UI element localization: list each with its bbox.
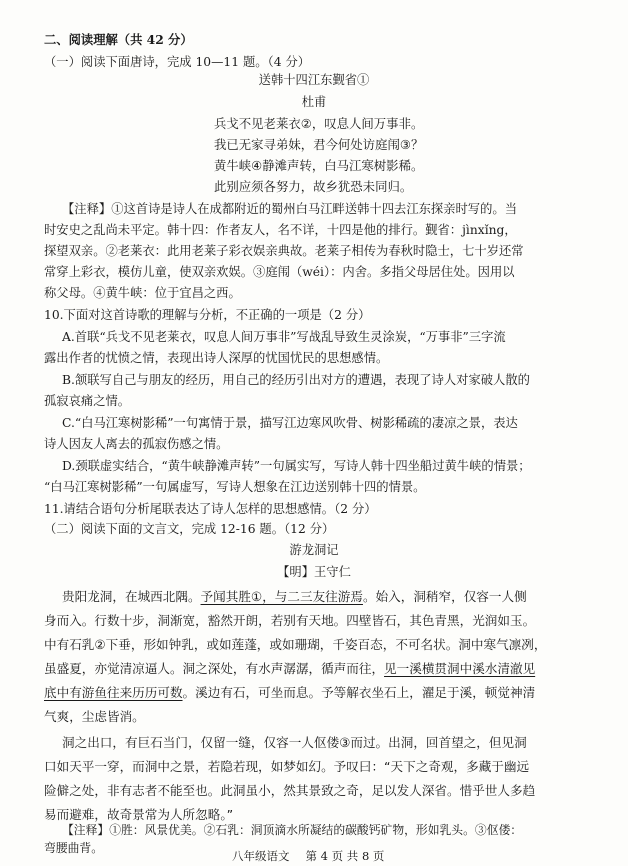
footer-page-number: 第 4 页 共 8 页: [305, 849, 385, 863]
option-a-cont: 露出作者的忧愤之情，表现出诗人深厚的忧国忧民的思想感情。: [44, 351, 389, 365]
underlined-sentence: 予闻其胜①，与二三友往游焉: [200, 589, 363, 604]
question-11: 11.请结合语句分析尾联表达了诗人怎样的思想感情。（2 分）: [44, 502, 377, 516]
part1-instruction: （一）阅读下面唐诗，完成 10—11 题。（4 分）: [44, 55, 311, 69]
section-heading: 二、阅读理解（共 42 分）: [44, 32, 193, 47]
prose-text: 虽盛夏，亦觉清凉逼人。洞之深处，有水声潺潺，循声而往，: [44, 661, 385, 676]
option-b: B.颔联写自己与朋友的经历，用自己的经历引出对方的遭遇，表现了诗人对家破人散的: [62, 373, 530, 387]
prose-para1-line1: [62, 587, 527, 607]
prose-para2-line: 口如天平一穿，而洞中之景，若隐若现，如梦如幻。予叹曰：“天下之奇观，多藏于幽远: [44, 759, 530, 774]
prose-text: 贵阳龙洞，在城西北隅。: [62, 589, 201, 604]
poem-notes-line: 探望双亲。②老莱衣：此用老莱子彩衣娱亲典故。老莱子相传为春秋时隐士，七十岁还常: [44, 244, 524, 258]
poem-notes-line: 时安史之乱尚未平定。韩十四：作者友人，名不详，十四是他的排行。觐省：jìnxǐng，: [44, 223, 517, 237]
prose-para1-line: 身而入。行数十步，洞渐宽，豁然开朗，若别有天地。四壁皆石，其色青黑，光润如玉。: [44, 613, 536, 628]
poem-notes-line: 常穿上彩衣，模仿儿童，使双亲欢娱。③庭闱（wéi）：内舍。多指父母居住处。因用以: [44, 265, 515, 279]
prose-para1-line: [44, 659, 535, 679]
part2-instruction: （二）阅读下面的文言文，完成 12-16 题。（12 分）: [44, 522, 335, 536]
option-b-cont: 孤寂哀痛之情。: [44, 394, 131, 408]
prose-para2-line: 易而避难，故奇景常为人所忽略。”: [44, 807, 234, 822]
option-a: A.首联“兵戈不见老莱衣，叹息人间万事非”写战乱导致生灵涂炭，“万事非”三字流: [62, 330, 506, 344]
option-d-cont: “白马江寒树影稀”一句属虚写，写诗人想象在江边送别韩十四的情景。: [44, 480, 426, 494]
option-c-cont: 诗人因友人离去的孤寂伤感之情。: [44, 437, 229, 451]
question-10-stem: 10.下面对这首诗歌的理解与分析，不正确的一项是（2 分）: [44, 308, 371, 322]
poem-author: 杜甫: [301, 95, 327, 109]
prose-author: 【明】王守仁: [277, 565, 351, 579]
option-d: D.颈联虚实结合，“黄牛峡静滩声转”一句属实写，写诗人韩十四坐船过黄牛峡的情景；: [62, 459, 531, 473]
underlined-sentence: 底中有游鱼往来历历可数: [44, 685, 183, 700]
prose-notes-line: 弯腰曲背。: [44, 841, 103, 855]
poem-line: 此别应须各努力，故乡犹恐未同归。: [214, 179, 413, 194]
poem-line: 我已无家寻弟妹，君今何处访庭闱③？: [214, 137, 424, 152]
underlined-sentence: 见一溪横贯洞中溪水清澈见: [384, 661, 536, 676]
page-footer: [232, 846, 384, 866]
poem-notes-line: 称父母。④黄牛峡：位于宜昌之西。: [44, 286, 241, 300]
footer-subject: 八年级语文: [232, 849, 290, 863]
poem-notes-line: 【注释】①这首诗是诗人在成都附近的蜀州白马江畔送韩十四去江东探亲时写的。当: [62, 202, 517, 216]
poem-title: 送韩十四江东觐省①: [258, 73, 370, 87]
prose-text: 。溪边有石，可坐而息。予等解衣坐石上，濯足于溪，顿觉神清: [182, 685, 536, 700]
poem-line: 兵戈不见老莱衣②，叹息人间万事非。: [214, 116, 424, 131]
prose-text: 。始入，洞稍窄，仅容一人侧: [362, 589, 527, 604]
prose-title: 游龙洞记: [289, 543, 339, 557]
poem-line: 黄牛峡④静滩声转，白马江寒树影稀。: [214, 158, 424, 173]
prose-para1-line: 气爽，尘虑皆消。: [44, 709, 145, 724]
prose-para1-line: [44, 683, 535, 703]
option-c: C.“白马江寒树影稀”一句寓情于景，描写江边寒风吹骨、树影稀疏的凄凉之景，表达: [62, 416, 518, 430]
prose-para1-line: 中有石乳②下垂，形如钟乳，或如莲蓬，或如珊瑚，千姿百态，不可名状。洞中寒气凛冽，: [44, 637, 547, 652]
prose-para2-line: 险僻之处，非有志者不能至也。此洞虽小，然其景致之奇，足以发人深省。惜乎世人多趋: [44, 783, 536, 798]
prose-notes-line: 【注释】①胜：风景优美。②石乳：洞顶滴水所凝结的碳酸钙矿物，形如乳头。③伛偻：: [62, 823, 523, 837]
prose-para2-line: 洞之出口，有巨石当门，仅留一缝，仅容一人伛偻③而过。出洞，回首望之，但见洞: [62, 735, 527, 750]
